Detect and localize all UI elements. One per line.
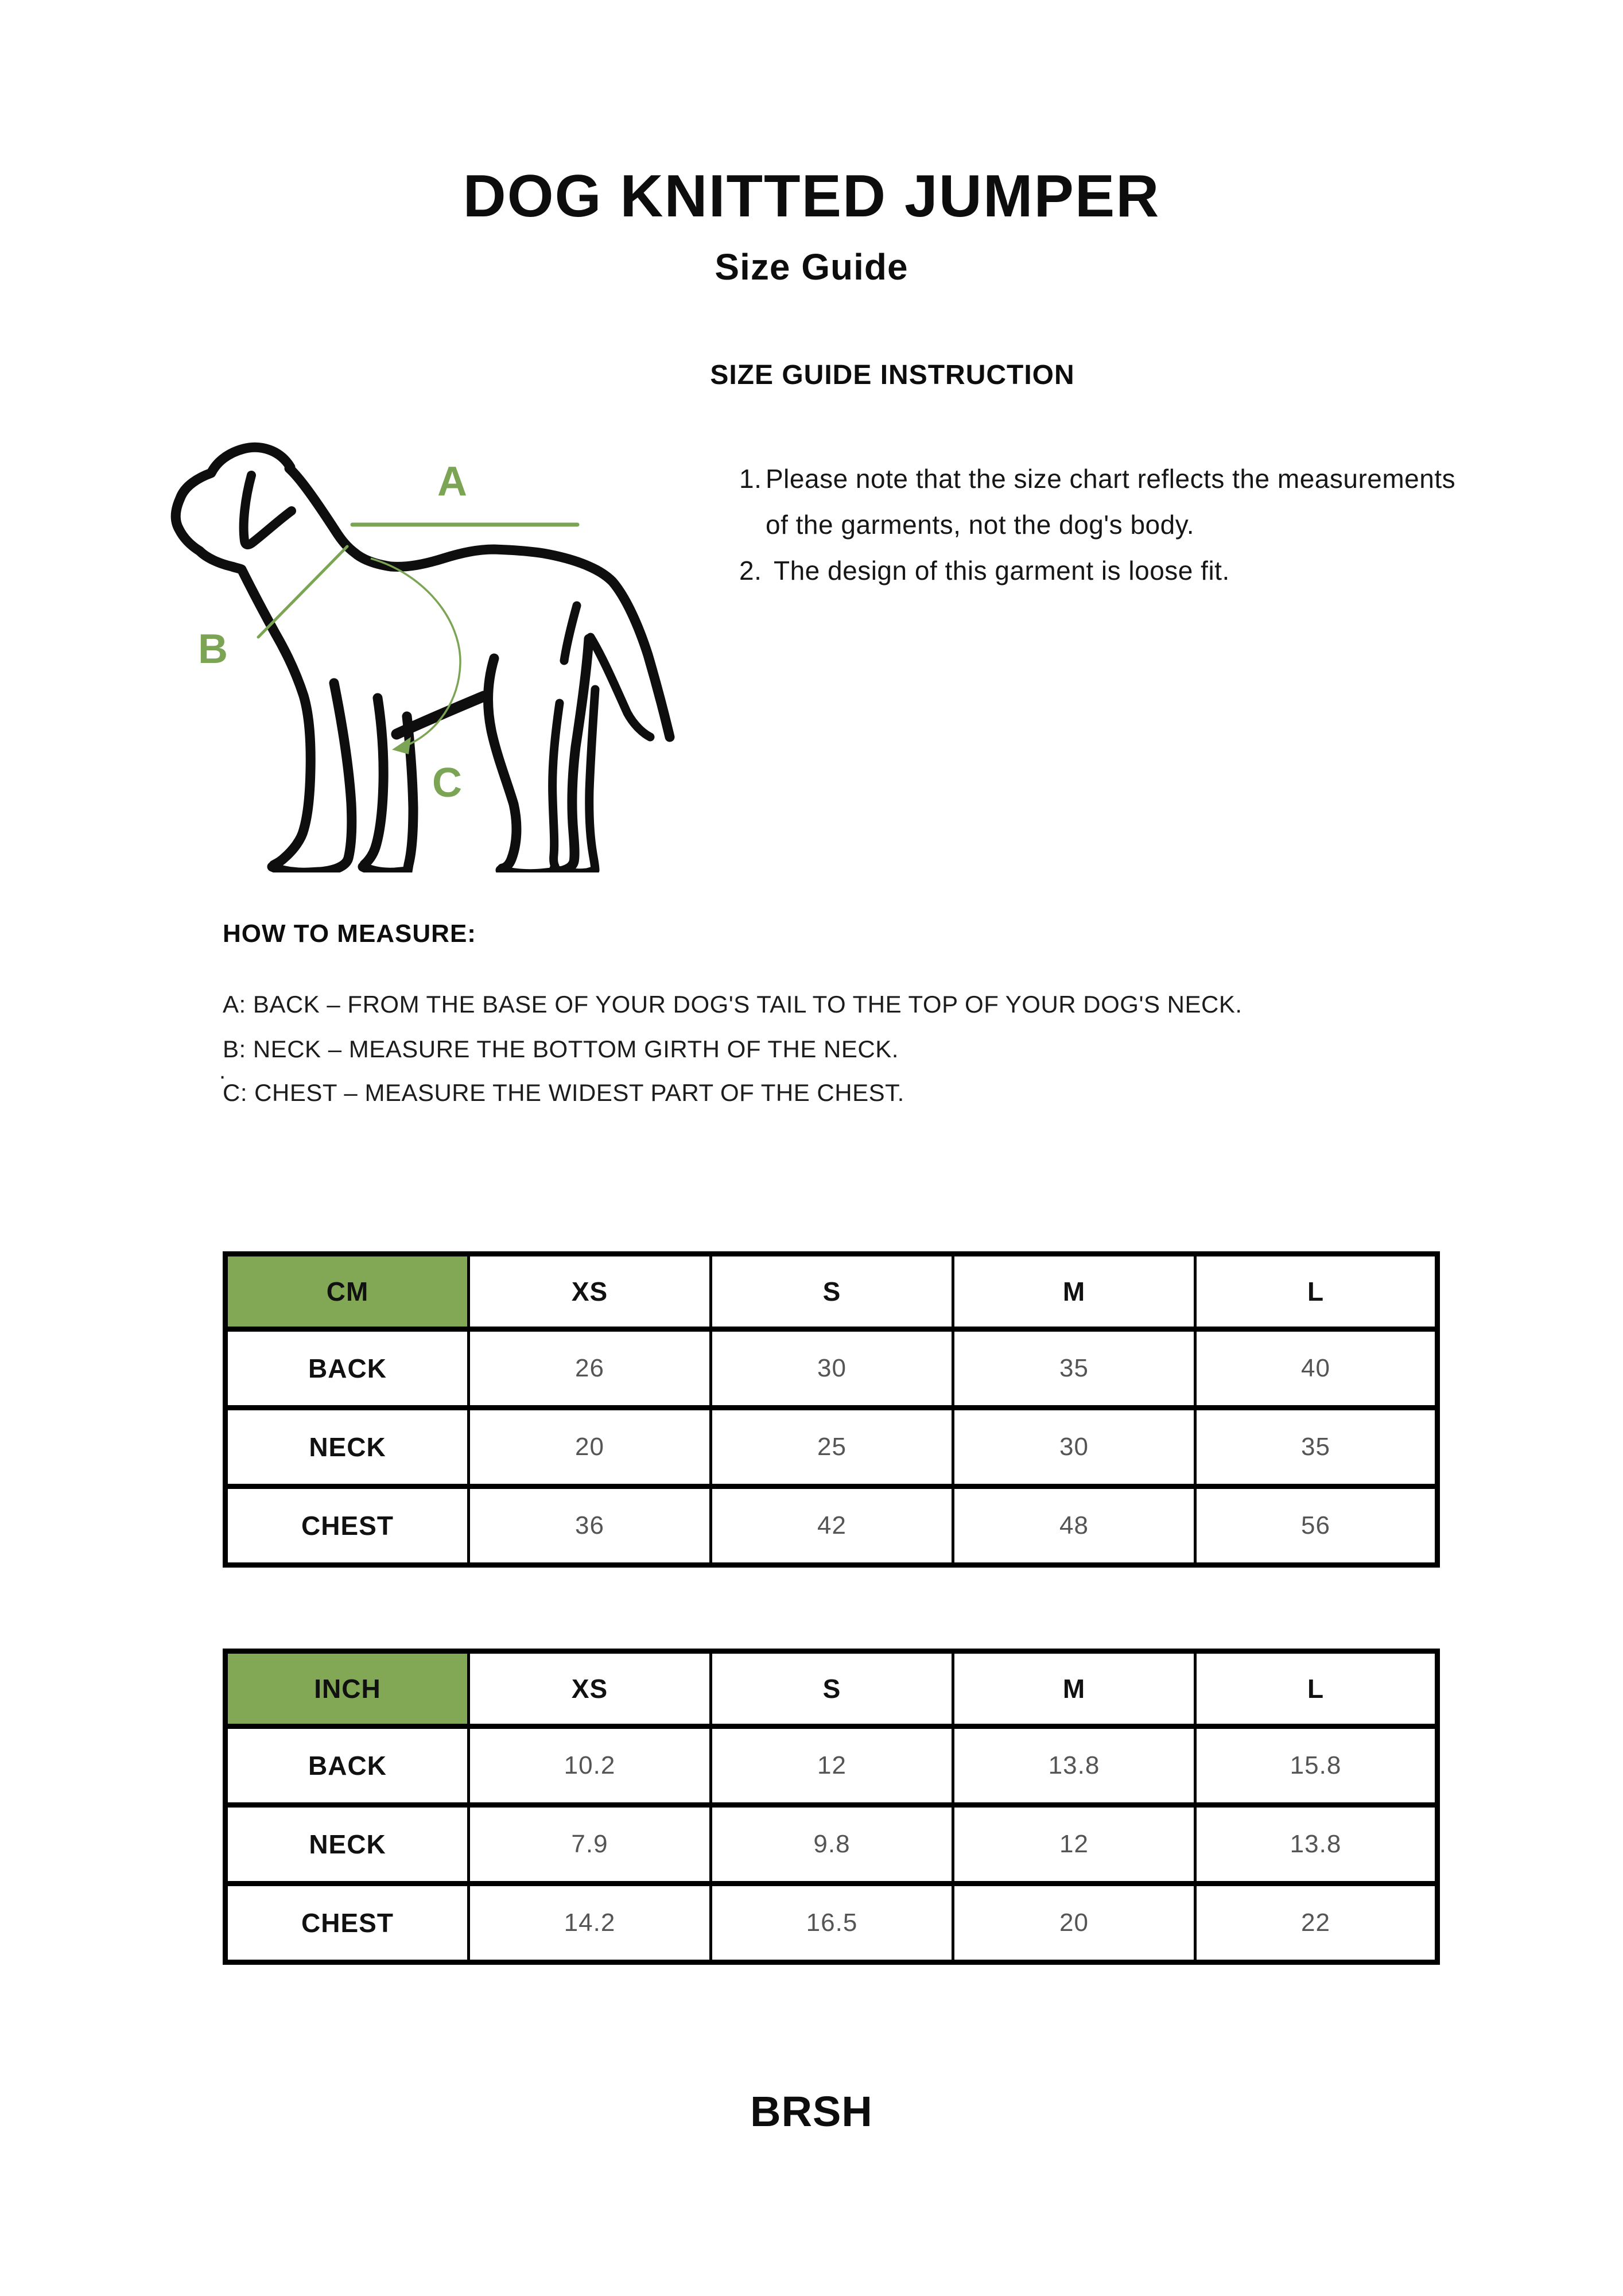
inch-size-m: M	[953, 1651, 1195, 1727]
instruction-item-1	[739, 456, 1600, 548]
instruction-item-2	[739, 548, 1600, 594]
inch-back-s: 12	[711, 1727, 953, 1805]
dog-front-leg2-front-path	[364, 698, 383, 864]
instruction-1-line-1: Please note that the size chart reflects the measurements	[766, 464, 1456, 494]
section-heading: SIZE GUIDE INSTRUCTION	[710, 360, 1075, 390]
inch-neck-l: 13.8	[1195, 1805, 1438, 1884]
measure-line-b	[258, 546, 347, 637]
table-row	[226, 1727, 1438, 1805]
inch-chest-l: 22	[1195, 1884, 1438, 1963]
inch-unit-header: INCH	[226, 1651, 469, 1727]
inch-neck-s: 9.8	[711, 1805, 953, 1884]
dog-hind-foot1-path	[500, 870, 552, 872]
instruction-1-number: 1.	[739, 464, 762, 494]
inch-size-l: L	[1195, 1651, 1438, 1727]
cm-size-m: M	[953, 1254, 1195, 1329]
cm-back-m: 35	[953, 1329, 1195, 1408]
cm-chest-xs: 36	[469, 1487, 711, 1565]
inch-size-xs: XS	[469, 1651, 711, 1727]
table-row	[226, 1487, 1438, 1565]
table-row	[226, 1329, 1438, 1408]
instruction-list	[739, 456, 1600, 594]
inch-back-l: 15.8	[1195, 1727, 1438, 1805]
stray-dot: .	[219, 1058, 226, 1084]
measure-label-b: B	[198, 626, 228, 672]
dog-hind-leg2-front-path	[553, 703, 560, 866]
inch-back-xs: 10.2	[469, 1727, 711, 1805]
dog-thigh-accent-path	[564, 606, 577, 661]
dog-tail-inner-path	[591, 637, 650, 737]
dog-hind-leg2-back-path	[589, 689, 595, 870]
inch-back-m: 13.8	[953, 1727, 1195, 1805]
measure-arrow-c-icon	[392, 737, 411, 754]
inch-neck-label: NECK	[226, 1805, 469, 1884]
size-table-inch	[223, 1649, 1440, 1965]
cm-neck-l: 35	[1195, 1408, 1438, 1487]
inch-neck-m: 12	[953, 1805, 1195, 1884]
cm-chest-s: 42	[711, 1487, 953, 1565]
instruction-1-line-2: of the garments, not the dog's body.	[766, 510, 1195, 540]
inch-neck-xs: 7.9	[469, 1805, 711, 1884]
inch-chest-label: CHEST	[226, 1884, 469, 1963]
dog-ear-icon	[244, 475, 292, 545]
dog-front-foot2-path	[363, 867, 407, 872]
inch-size-s: S	[711, 1651, 953, 1727]
page-subtitle: Size Guide	[715, 246, 908, 288]
measure-label-a: A	[437, 459, 467, 505]
table-row	[226, 1254, 1438, 1329]
measure-label-c: C	[432, 760, 462, 806]
cm-chest-l: 56	[1195, 1487, 1438, 1565]
table-row	[226, 1408, 1438, 1487]
dog-front-leg1-back-path	[320, 683, 352, 872]
instruction-2-text	[774, 548, 1230, 594]
measure-description-c: C: CHEST – MEASURE THE WIDEST PART OF THE CHEST.	[223, 1079, 904, 1106]
cm-back-xs: 26	[469, 1329, 711, 1408]
dog-measurement-diagram	[149, 402, 700, 872]
cm-neck-s: 25	[711, 1408, 953, 1487]
instruction-2-number: 2.	[739, 556, 762, 585]
cm-unit-header: CM	[226, 1254, 469, 1329]
measure-description-a: A: BACK – FROM THE BASE OF YOUR DOG'S TAIL TO THE TOP OF YOUR DOG'S NECK.	[223, 991, 1243, 1018]
dog-front-foot1-path	[272, 867, 319, 872]
cm-size-l: L	[1195, 1254, 1438, 1329]
cm-back-l: 40	[1195, 1329, 1438, 1408]
cm-neck-label: NECK	[226, 1408, 469, 1487]
brand-logo: BRSH	[750, 2088, 873, 2135]
measure-description-b: B: NECK – MEASURE THE BOTTOM GIRTH OF THE NECK.	[223, 1035, 899, 1062]
how-to-measure-heading: HOW TO MEASURE:	[223, 920, 476, 948]
dog-outline-icon	[176, 447, 670, 872]
page-title: DOG KNITTED JUMPER	[463, 163, 1160, 230]
table-row	[226, 1805, 1438, 1884]
instruction-1-text	[766, 456, 1455, 548]
inch-chest-m: 20	[953, 1884, 1195, 1963]
cm-neck-xs: 20	[469, 1408, 711, 1487]
cm-size-s: S	[711, 1254, 953, 1329]
inch-chest-s: 16.5	[711, 1884, 953, 1963]
dog-hind-leg1-front-path	[488, 658, 517, 868]
instruction-2-line-1: The design of this garment is loose fit.	[774, 556, 1230, 585]
table-row	[226, 1884, 1438, 1963]
inch-chest-xs: 14.2	[469, 1884, 711, 1963]
size-table-cm	[223, 1251, 1440, 1568]
dog-hind-foot2-path	[554, 868, 595, 872]
cm-size-xs: XS	[469, 1254, 711, 1329]
cm-neck-m: 30	[953, 1408, 1195, 1487]
cm-back-label: BACK	[226, 1329, 469, 1408]
cm-chest-m: 48	[953, 1487, 1195, 1565]
inch-back-label: BACK	[226, 1727, 469, 1805]
cm-chest-label: CHEST	[226, 1487, 469, 1565]
cm-back-s: 30	[711, 1329, 953, 1408]
table-row	[226, 1651, 1438, 1727]
